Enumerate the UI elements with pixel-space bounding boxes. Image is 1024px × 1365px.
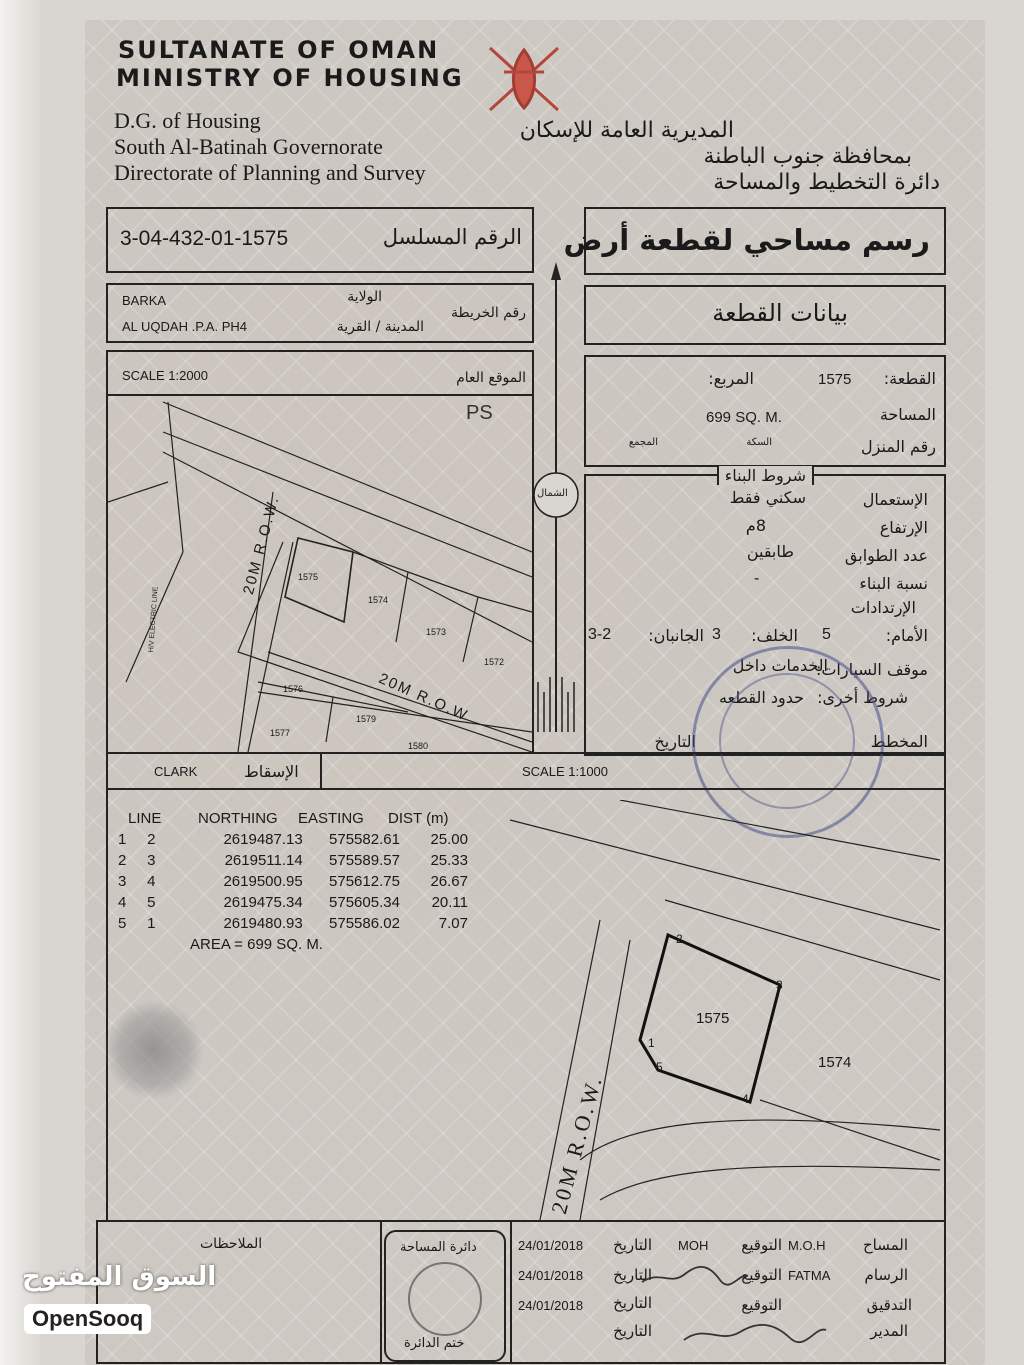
document-title: رسم مساحي لقطعة أرض [563,223,930,257]
col-header-dist: DIST (m) [388,810,449,827]
table-row: 5 1 2619480.93 575586.02 7.07 [118,915,468,932]
floors-value: طابقين [746,542,794,561]
office-seal [408,1262,482,1336]
sig-name-0: M.O.H [788,1238,826,1253]
general-scale: SCALE 1:2000 [122,368,209,383]
street-label: السكة [746,437,772,448]
vertex-5: 5 [656,1060,663,1074]
remarks-label: الملاحظات [200,1236,263,1252]
sig-role-2: التدقيق [866,1296,912,1314]
serial-number: 3-04-432-01-1575 [120,227,289,250]
title-box [563,207,946,275]
hv-line-label: H/V ELECTRIC LINE [148,586,160,653]
house-no-label: رقم المنزل [861,437,936,456]
detail-plot-1574: 1574 [818,1054,852,1071]
planner-label: المخطط [870,732,928,751]
col-header-line: LINE [128,810,162,827]
front-label: الأمام: [885,626,928,645]
sig-date-2: 24/01/2018 [518,1298,584,1313]
ps-mark: PS [466,402,493,424]
sig-role-1: الرسام [864,1266,908,1284]
sides-value: 3-2 [588,626,612,643]
plot-label-1575: 1575 [298,572,319,582]
sig-role-3: المدير [870,1322,908,1340]
other-value: حدود القطعه [718,688,804,707]
watermark-en: OpenSooq [24,1304,151,1334]
stamp-box [384,1230,506,1362]
projection-band [106,752,946,790]
other-label: شروط أخرى: [817,688,908,707]
sig-label-2: التوقيع [741,1296,782,1314]
stamp-box-title: دائرة المساحة [400,1240,477,1255]
plot-label-1580: 1580 [408,741,429,751]
building-conditions-title: شروط البناء [717,466,814,485]
sig-date-label-0: التاريخ [613,1236,652,1254]
handwritten-signature-icon [680,1318,830,1348]
plot-label-1573: 1573 [426,627,447,637]
oman-emblem-icon [478,40,570,115]
location-box [106,283,534,343]
header-ar-line2: بمحافظة جنوب الباطنة [703,144,912,169]
watermark-ar: السوق المفتوح [22,1262,217,1292]
detail-scale: SCALE 1:1000 [522,764,609,779]
square-label: المربع: [708,369,754,388]
sig-date-label-3: التاريخ [613,1322,652,1340]
setbacks-label: الإرتدادات [850,598,916,617]
col-header-easting: EASTING [298,810,364,827]
complex-label: المجمع [628,437,658,448]
sig-name-1: FATMA [788,1268,831,1283]
use-label: الإستعمال [862,490,928,509]
front-value: 5 [822,626,831,643]
map-no-label: رقم الخريطة [450,305,526,321]
detail-plot-1575: 1575 [696,1010,730,1027]
ratio-value: - [754,570,760,587]
sig-value-0: MOH [678,1238,709,1253]
area-label: المساحة [879,405,936,424]
north-arrow-icon [526,262,586,746]
table-row: 4 5 2619475.34 575605.34 20.11 [118,894,468,911]
sig-date-1: 24/01/2018 [518,1268,584,1283]
wilayat-label: الولاية [347,289,382,305]
col-header-northing: NORTHING [198,810,278,827]
area-value: 699 SQ. M. [706,409,782,426]
table-row: 2 3 2619511.14 575589.57 25.33 [118,852,468,869]
floors-label: عدد الطوابق [844,546,928,565]
height-label: الإرتفاع [879,518,928,537]
table-row: 1 2 2619487.13 575582.61 25.00 [118,831,468,848]
parking-label: موقف السيارات: [815,660,928,679]
plot-no-label: القطعة: [883,369,936,388]
stamp-box-footer: ختم الدائرة [404,1336,465,1351]
vertex-2: 2 [676,932,683,946]
sig-date-label-2: التاريخ [613,1294,652,1312]
handwritten-signature-icon [640,1262,750,1288]
page-edge [0,0,40,1365]
sig-role-0: المساح [862,1236,908,1254]
header-en-line3: D.G. of Housing [114,108,261,133]
use-value: سكني فقط [729,488,806,507]
plot-info-box [584,355,946,467]
date-label: التاريخ [654,732,696,751]
plot-no-value: 1575 [818,371,852,388]
sig-date-label-1: التاريخ [613,1266,652,1284]
projection-label: الإسقاط [244,762,299,781]
parking-value: الخدمات داخل [732,656,828,675]
vertex-3: 3 [776,978,783,992]
projection-value: CLARK [154,764,198,779]
back-label: الخلف: [751,626,798,645]
sig-label-1: التوقيع [741,1266,782,1284]
general-location-map [106,350,534,754]
plot-label-1579: 1579 [356,714,377,724]
plot-label-1572: 1572 [484,657,505,667]
general-location-label: الموقع العام [456,370,526,386]
header-en-line4: South Al-Batinah Governorate [114,134,383,159]
detail-row-label: 20M R.O.W. [546,1071,608,1217]
plot-data-title: بيانات القطعة [712,299,848,327]
plot-label-1577: 1577 [270,728,291,738]
vertex-1: 1 [648,1036,655,1050]
wilayat-value: BARKA [122,293,167,308]
plot-label-1576: 1576 [283,684,304,694]
serial-label: الرقم المسلسل [382,225,522,249]
row-label-b: 20M R.O.W [376,670,472,725]
city-value: AL UQDAH .P.A. PH4 [122,319,247,334]
header-en-line1: SULTANATE OF OMAN [118,36,440,64]
area-total: AREA = 699 SQ. M. [190,936,323,953]
ratio-label: نسبة البناء [859,574,928,593]
table-row: 3 4 2619500.95 575612.75 26.67 [118,873,468,890]
header-ar-line1: المديرية العامة للإسكان [519,118,734,143]
general-map-drawing [108,352,532,752]
serial-box [106,207,534,273]
header-en-line2: MINISTRY OF HOUSING [116,64,464,92]
plot-data-title-box [584,285,946,345]
vertex-4: 4 [742,1092,749,1106]
back-value: 3 [712,626,721,643]
city-label: المدينة / القرية [336,319,424,335]
north-label: الشمال [537,488,568,499]
plot-label-1574: 1574 [368,595,389,605]
sig-label-0: التوقيع [741,1236,782,1254]
row-label-a: 20M R.O.W. [240,493,283,597]
coordinates-table [118,808,468,955]
sides-label: الجانبان: [648,626,704,645]
header-ar-line3: دائرة التخطيط والمساحة [713,170,940,195]
sig-date-0: 24/01/2018 [518,1238,584,1253]
height-value: 8م [745,516,766,535]
header-en-line5: Directorate of Planning and Survey [114,160,426,185]
emboss-seal [104,1000,204,1100]
